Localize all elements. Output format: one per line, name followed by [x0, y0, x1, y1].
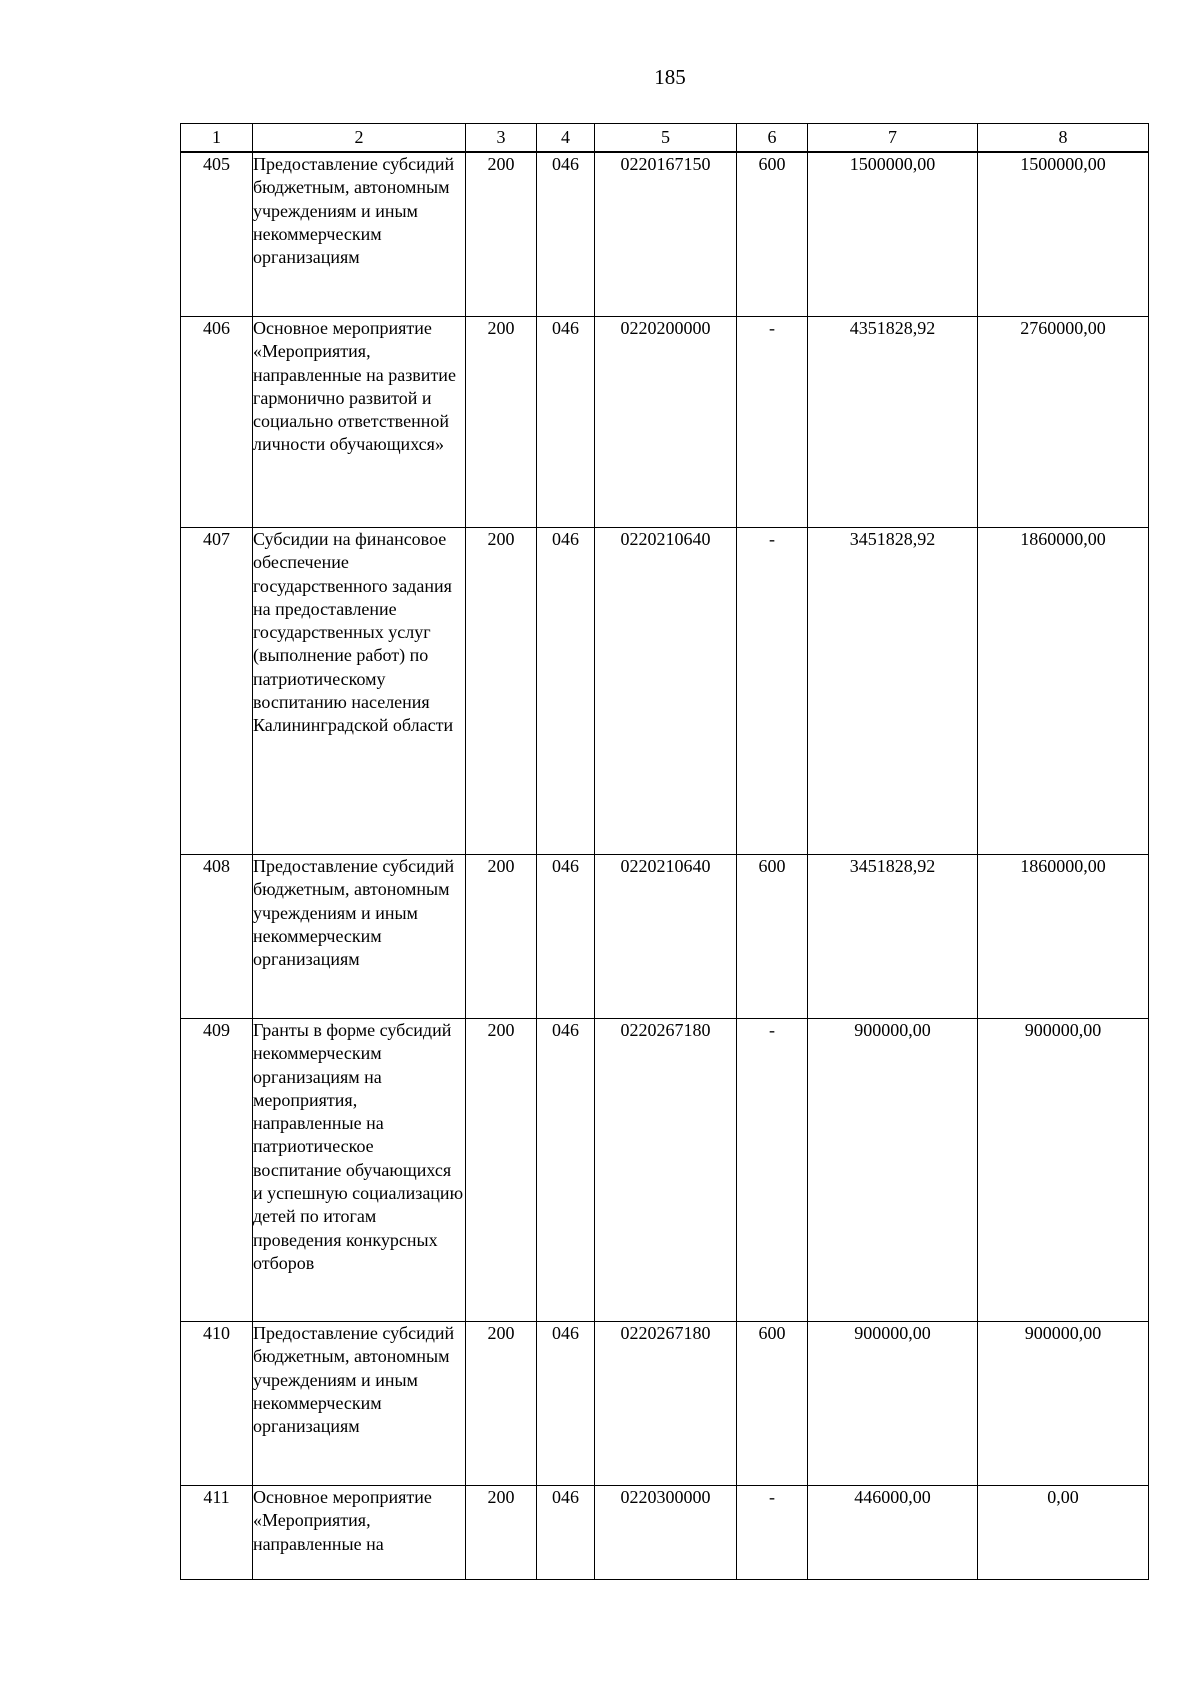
- row-col-7: 446000,00: [808, 1486, 978, 1580]
- budget-table: [180, 123, 1149, 1580]
- row-col-3: 200: [466, 528, 537, 855]
- header-cell-2: 2: [253, 124, 466, 153]
- row-col-5: 0220210640: [595, 855, 737, 1019]
- row-name: Основное мероприятие «Мероприятия, направленные на развитие гармонично развитой и социально ответственной личности обучающихся»: [253, 317, 466, 528]
- row-name: Предоставление субсидий бюджетным, автономным учреждениям и иным некоммерческим организациям: [253, 1322, 466, 1486]
- row-col-4: 046: [537, 1486, 595, 1580]
- row-col-8: 900000,00: [978, 1019, 1149, 1322]
- table-row: [181, 1322, 1149, 1486]
- row-col-6: -: [737, 1019, 808, 1322]
- row-col-4: 046: [537, 152, 595, 317]
- row-col-4: 046: [537, 1322, 595, 1486]
- page-number: 185: [654, 65, 686, 89]
- row-number: 411: [181, 1486, 253, 1580]
- row-col-5: 0220300000: [595, 1486, 737, 1580]
- row-number: 406: [181, 317, 253, 528]
- table-row: [181, 1486, 1149, 1580]
- row-col-8: 2760000,00: [978, 317, 1149, 528]
- row-number: 408: [181, 855, 253, 1019]
- row-col-3: 200: [466, 1486, 537, 1580]
- table-row: [181, 528, 1149, 855]
- row-col-7: 900000,00: [808, 1322, 978, 1486]
- row-col-8: 1500000,00: [978, 152, 1149, 317]
- row-col-4: 046: [537, 317, 595, 528]
- row-col-4: 046: [537, 528, 595, 855]
- table-row: [181, 855, 1149, 1019]
- row-col-6: -: [737, 528, 808, 855]
- row-col-8: 1860000,00: [978, 528, 1149, 855]
- row-col-8: 0,00: [978, 1486, 1149, 1580]
- row-col-7: 3451828,92: [808, 528, 978, 855]
- row-number: 407: [181, 528, 253, 855]
- header-cell-6: 6: [737, 124, 808, 153]
- row-col-3: 200: [466, 1019, 537, 1322]
- row-name: Предоставление субсидий бюджетным, автономным учреждениям и иным некоммерческим организациям: [253, 152, 466, 317]
- row-col-8: 1860000,00: [978, 855, 1149, 1019]
- row-name: Субсидии на финансовое обеспечение государственного задания на предоставление государственных услуг (выполнение работ) по патриотическому воспитанию населения Калининградской области: [253, 528, 466, 855]
- row-col-3: 200: [466, 1322, 537, 1486]
- table-header-row: [181, 124, 1149, 153]
- row-col-7: 1500000,00: [808, 152, 978, 317]
- row-col-6: 600: [737, 855, 808, 1019]
- row-name: Основное мероприятие «Мероприятия, направленные на: [253, 1486, 466, 1580]
- row-col-7: 3451828,92: [808, 855, 978, 1019]
- row-col-3: 200: [466, 317, 537, 528]
- row-col-4: 046: [537, 1019, 595, 1322]
- row-col-5: 0220267180: [595, 1322, 737, 1486]
- header-cell-1: 1: [181, 124, 253, 153]
- header-cell-8: 8: [978, 124, 1149, 153]
- row-col-6: -: [737, 317, 808, 528]
- row-col-3: 200: [466, 855, 537, 1019]
- header-cell-7: 7: [808, 124, 978, 153]
- row-col-8: 900000,00: [978, 1322, 1149, 1486]
- row-name: Гранты в форме субсидий некоммерческим организациям на мероприятия, направленные на патриотическое воспитание обучающихся и успешную социализацию детей по итогам проведения конкурсных отборов: [253, 1019, 466, 1322]
- row-col-7: 900000,00: [808, 1019, 978, 1322]
- table-row: [181, 152, 1149, 317]
- row-number: 405: [181, 152, 253, 317]
- row-number: 410: [181, 1322, 253, 1486]
- table-row: [181, 317, 1149, 528]
- row-number: 409: [181, 1019, 253, 1322]
- header-cell-4: 4: [537, 124, 595, 153]
- header-cell-5: 5: [595, 124, 737, 153]
- row-name: Предоставление субсидий бюджетным, автономным учреждениям и иным некоммерческим организациям: [253, 855, 466, 1019]
- row-col-5: 0220267180: [595, 1019, 737, 1322]
- row-col-6: 600: [737, 152, 808, 317]
- header-cell-3: 3: [466, 124, 537, 153]
- table-row: [181, 1019, 1149, 1322]
- row-col-6: 600: [737, 1322, 808, 1486]
- row-col-4: 046: [537, 855, 595, 1019]
- row-col-6: -: [737, 1486, 808, 1580]
- row-col-5: 0220210640: [595, 528, 737, 855]
- row-col-5: 0220167150: [595, 152, 737, 317]
- row-col-3: 200: [466, 152, 537, 317]
- row-col-5: 0220200000: [595, 317, 737, 528]
- row-col-7: 4351828,92: [808, 317, 978, 528]
